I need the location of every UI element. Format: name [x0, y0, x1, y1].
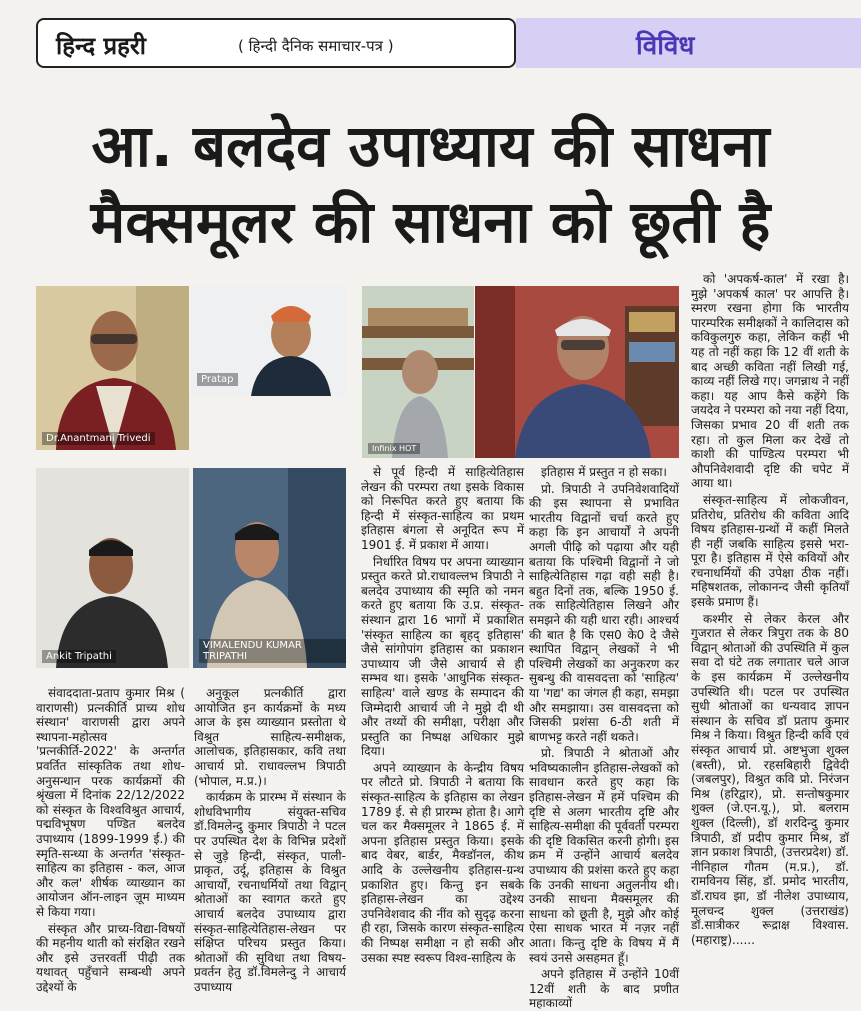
section-header: [516, 18, 861, 68]
participant-name: VIMALENDU KUMAR TRIPATHI: [199, 639, 346, 663]
person-photo: [475, 286, 679, 458]
article-column-5: [691, 272, 849, 1000]
participant-name: Ankit Tripathi: [42, 650, 116, 663]
video-tile-2: [191, 286, 346, 396]
paragraph: निर्धारित विषय पर अपना व्याख्यान प्रस्तुत करते प्रो.राधावल्लभ त्रिपाठी ने बलदेव उपाध्याय की स्मृति को नमन करते हुए बताया कि उ.प्र. संस्कृत-संस्थान द्वारा 16 भागों में प्रकाशित 'संस्कृत साहित्य का बृहद् इतिहास' जैसे सांगोपांग इतिहास का प्रकाशन उपाध्याय जी जैसे आचार्य से ही सम्भव था। इसके 'आधुनिक संस्कृत-साहित्य' वाले खण्ड के सम्पादन की जिम्मेदारी आचार्य जी ने मुझे दी थी और तथ्यों की समीक्षा, परीक्षा और प्रस्तुति का निष्पक्ष अधिकार मुझे दिया।: [361, 554, 524, 759]
newspaper-subtitle: ( हिन्दी दैनिक समाचार-पत्र ): [238, 37, 394, 55]
paragraph: प्रो. त्रिपाठी ने श्रोताओं और भविष्यकालीन इतिहास-लेखकों को सावधान करते हुए कहा कि इतिहास-लेखन में हमें पश्चिम की दृष्टि से अलग भारतीय दृष्टि और साहित्य-समीक्षा की पूर्ववर्ती परम्परा की दृष्टि विकसित करनी होगी। इस क्रम में उन्होंने आचार्य बलदेव उपाध्याय की प्रशंसा करते हुए कहा कि उनकी साधना अतुलनीय थी। उनकी साधना मैक्समूलर की साधना को छूती है, मुझे और कोई ऐसा साधक भारत में नज़र नहीं आता। किन्तु दृष्टि के विषय में मैं स्वयं उनसे असहमत हूँ।: [529, 746, 679, 965]
article-column-3: [361, 465, 524, 1000]
paragraph: अनुकूल प्रत्नकीर्ति द्वारा आयोजित इन कार्यक्रमों के मध्य आज के इस व्याख्यान प्रस्तोता थे विश्रुत साहित्य-समीक्षक, आलोचक, इतिहासकार, कवि तथा आचार्य प्रो. राधावल्लभ त्रिपाठी (भोपाल, म.प्र.)।: [194, 686, 346, 788]
video-tile-3: [36, 468, 189, 668]
paragraph: कार्यक्रम के प्रारम्भ में संस्थान के शोधविभागीय संयुक्त-सचिव डॉ.विमलेन्दु कुमार त्रिपाठी ने पटल पर उपस्थित देश के विभिन्न प्रदेशों से जुड़े हिन्दी, संस्कृत, पाली-प्राकृत, उर्दू, इतिहास के विश्रुत आचार्यों, रचनाधर्मियों तथा विद्वान् श्रोताओं का स्वागत करते हुए आचार्य बलदेव उपाध्याय द्वारा संस्कृत-साहित्येतिहास-लेखन पर संक्षिप्त परिचय प्रस्तुत किया। श्रोताओं की सुविधा तथा विषय-प्रवर्तन हेतु डॉ.विमलेन्दु ने आचार्य उपाध्याय: [194, 790, 346, 994]
article-column-1: [36, 686, 185, 1000]
paragraph: कश्मीर से लेकर केरल और गुजरात से लेकर त्रिपुरा तक के 80 विद्वान् श्रोताओं की उपस्थिति में कुल सवा दो घंटे तक लगातार चले आज के इस कार्यक्रम में उल्लेखनीय उपस्थिति थी। पटल पर उपस्थित सुधी श्रोताओं का धन्यवाद ज्ञापन संस्थान के सचिव डॉ प्रताप कुमार मिश्र ने किया। विश्रुत हिन्दी कवि एवं संस्कृत आचार्य प्रो. अष्टभुजा शुक्ल (बस्ती), प्रो. रहसबिहारी द्विवेदी (जबलपुर), विश्रुत कवि प्रो. निरंजन मिश्र (हरिद्वार), प्रो. सन्तोषकुमार शुक्ल (जे.एन.यू.), प्रो. बलराम शुक्ल (दिल्ली), डॉ शरदिन्दु कुमार त्रिपाठी, डॉ प्रदीप कुमार मिश्र, डॉ ज्ञान प्रकाश त्रिपाठी, (उत्तरप्रदेश) डॉ. नीनिहाल गौतम (म.प्र.), डॉ. रामविनय सिंह, डॉ. प्रमोद भारतीय, डॉ.राघव झा, डॉ नीलेश उपाध्याय, मूलचन्द शुक्ल (उत्तराखंड) डॉ.सात्रीकर रूद्राक्ष विश्वास. (महाराष्ट्र)......: [691, 611, 849, 947]
paragraph: संस्कृत-साहित्य में लोकजीवन, प्रतिरोध, प्रतिरोध की कविता आदि विषय इतिहास-ग्रन्थों में कहीं मिलते ही नहीं जबकि साहित्य इससे भरा-पूरा है। इतिहास में ऐसे कवियों और रचनाधर्मियों की उपेक्षा ठीक नहीं। महिषशतक, लोकानन्द जैसी कृतियाँ इसके प्रमाण हैं।: [691, 492, 849, 610]
headline-line-2: मैक्समूलर की साधना को छूती है: [90, 188, 771, 256]
section-title: विविध: [636, 31, 695, 61]
headline-line-1: आ. बलदेव उपाध्याय की साधना: [91, 112, 770, 180]
video-tile-4: [193, 468, 346, 668]
paragraph: इतिहास में प्रस्तुत न हो सका।: [541, 465, 667, 479]
person-photo: [36, 468, 189, 668]
camera-label: Infinix HOT: [368, 443, 420, 454]
person-photo: [193, 468, 346, 668]
article-column-4: [529, 465, 679, 1011]
video-tile-6: [475, 286, 679, 458]
person-photo: [362, 286, 474, 458]
paragraph: अपने इतिहास में उन्होंने 10वीं 12वीं शती के बाद प्रणीत महाकाव्यों: [529, 967, 679, 1011]
video-tile-1: [36, 286, 189, 450]
paragraph: संस्कृत और प्राच्य-विद्या-विषयों की महनीय थाती को संरक्षित रखने और इसे उत्तरवर्ती पीढ़ी तक यथावत् पहुँचाने सम्बन्धी अपने उद्देश्यों के: [36, 921, 185, 994]
article-column-2: [194, 686, 346, 1000]
participant-name: Pratap: [197, 373, 238, 386]
paragraph: अपने व्याख्यान के केन्द्रीय विषय पर लौटते प्रो. त्रिपाठी ने बताया कि संस्कृत-साहित्य के इतिहास का लेखन 1789 ई. से ही प्रारम्भ होता है। आगे चल कर मैक्समूलर ने 1865 ई. में अपना इतिहास प्रस्तुत किया। इसके बाद वेबर, बार्डर, मैक्डॉनल, कीथ आदि के उल्लेखनीय इतिहास-ग्रन्थ प्रकाशित हुए। किन्तु इन सबके इतिहास-लेखन का उद्देश्य उपनिवेशवाद की नींव को सुदृढ़ करना ही रहा, जिसके कारण संस्कृत-साहित्य की निष्पक्ष समीक्षा न हो सकी और उसका स्पष्ट स्वरूप विश्व-साहित्य के: [361, 760, 524, 965]
participant-name: Dr.Anantmani Trivedi: [42, 432, 155, 445]
newspaper-name: हिन्द प्रहरी: [56, 32, 146, 60]
paragraph: को 'अपकर्ष-काल' में रखा है। मुझे 'अपकर्ष काल' पर आपत्ति है। स्मरण रखना होगा कि भारतीय पारम्परिक समीक्षकों ने कालिदास को कविकुलगुरु कहा, लेकिन कहीं भी यह तो नहीं कहा कि 12 वीं शती के बाद अच्छी कविता नहीं लिखी गई, काव्य नहीं लिखे गए। जगन्नाथ ने नहीं कहा। यह आप कैसे कहेंगे कि जयदेव ने परम्परा को नया नहीं दिया, जिसका प्रभाव 20 वीं शती तक रहा। तो कुल मिला कर देखें तो काशी की पाण्डित्य परम्परा भी औपनिवेशवादी दृष्टि की चपेट में आया था।: [691, 272, 849, 491]
paragraph: से पूर्व हिन्दी में साहित्येतिहास लेखन की परम्परा तथा इसके विकास को निरूपित करते हुए बताया कि हिन्दी में संस्कृत-साहित्य का प्रथम इतिहास बंगला से अनूदित रूप में 1901 ई. में प्रकाश में आया।: [361, 465, 524, 552]
person-photo: [36, 286, 189, 450]
masthead: [36, 18, 516, 68]
video-tile-5: [362, 286, 474, 458]
paragraph: प्रो. त्रिपाठी ने उपनिवेशवादियों की इस स्थापना से प्रभावित भारतीय विद्वानों चर्चा करते हुए कहा कि इन आचार्यों ने अपनी अगली पीढ़ि को पढ़ाया और यही बताया कि पश्चिमी विद्वानों ने जो साहित्येतिहास गढ़ा वही सही है। बहुत दिनों तक, बल्कि 1950 ई. तक साहित्येतिहास लिखने और समझने की यही धारा रही। आश्चर्य की बात है कि एस0 के0 दे जैसे स्थापित विद्वान् लेखकों ने भी पश्चिमी लेखकों का अनुकरण कर सुबन्धु की वासवदत्ता को 'साहित्य' या 'गद्य' का जंगल ही कहा, समझा और समझाया। उस वासवदत्ता को जिसकी प्रशंसा 6-ठी शती में बाणभट्ट करते नहीं थकते।: [529, 481, 679, 744]
paragraph: संवाददाता-प्रताप कुमार मिश्र ( वाराणसी) प्रत्नकीर्ति प्राच्य शोध संस्थान' वाराणसी द्वारा अपने स्थापना-महोत्सव 'प्रत्नकीर्ति-2022' के अन्तर्गत प्रवर्तित सांस्कृतिक तथा शोध-अनुसन्धान परक कार्यक्रमों की श्रृंखला में दिनांक 22/12/2022 को संस्कृत के विश्वविश्रुत आचार्य, पद्मविभूषण पण्डित बलदेव उपाध्याय (1899-1999 ई.) की स्मृति-सन्ध्या के अन्तर्गत 'संस्कृत-साहित्य का इतिहास - कल, आज और कल' शीर्षक व्याख्यान का आयोजन ऑन-लाइन ज़ूम माध्यम से किया गया।: [36, 686, 185, 919]
